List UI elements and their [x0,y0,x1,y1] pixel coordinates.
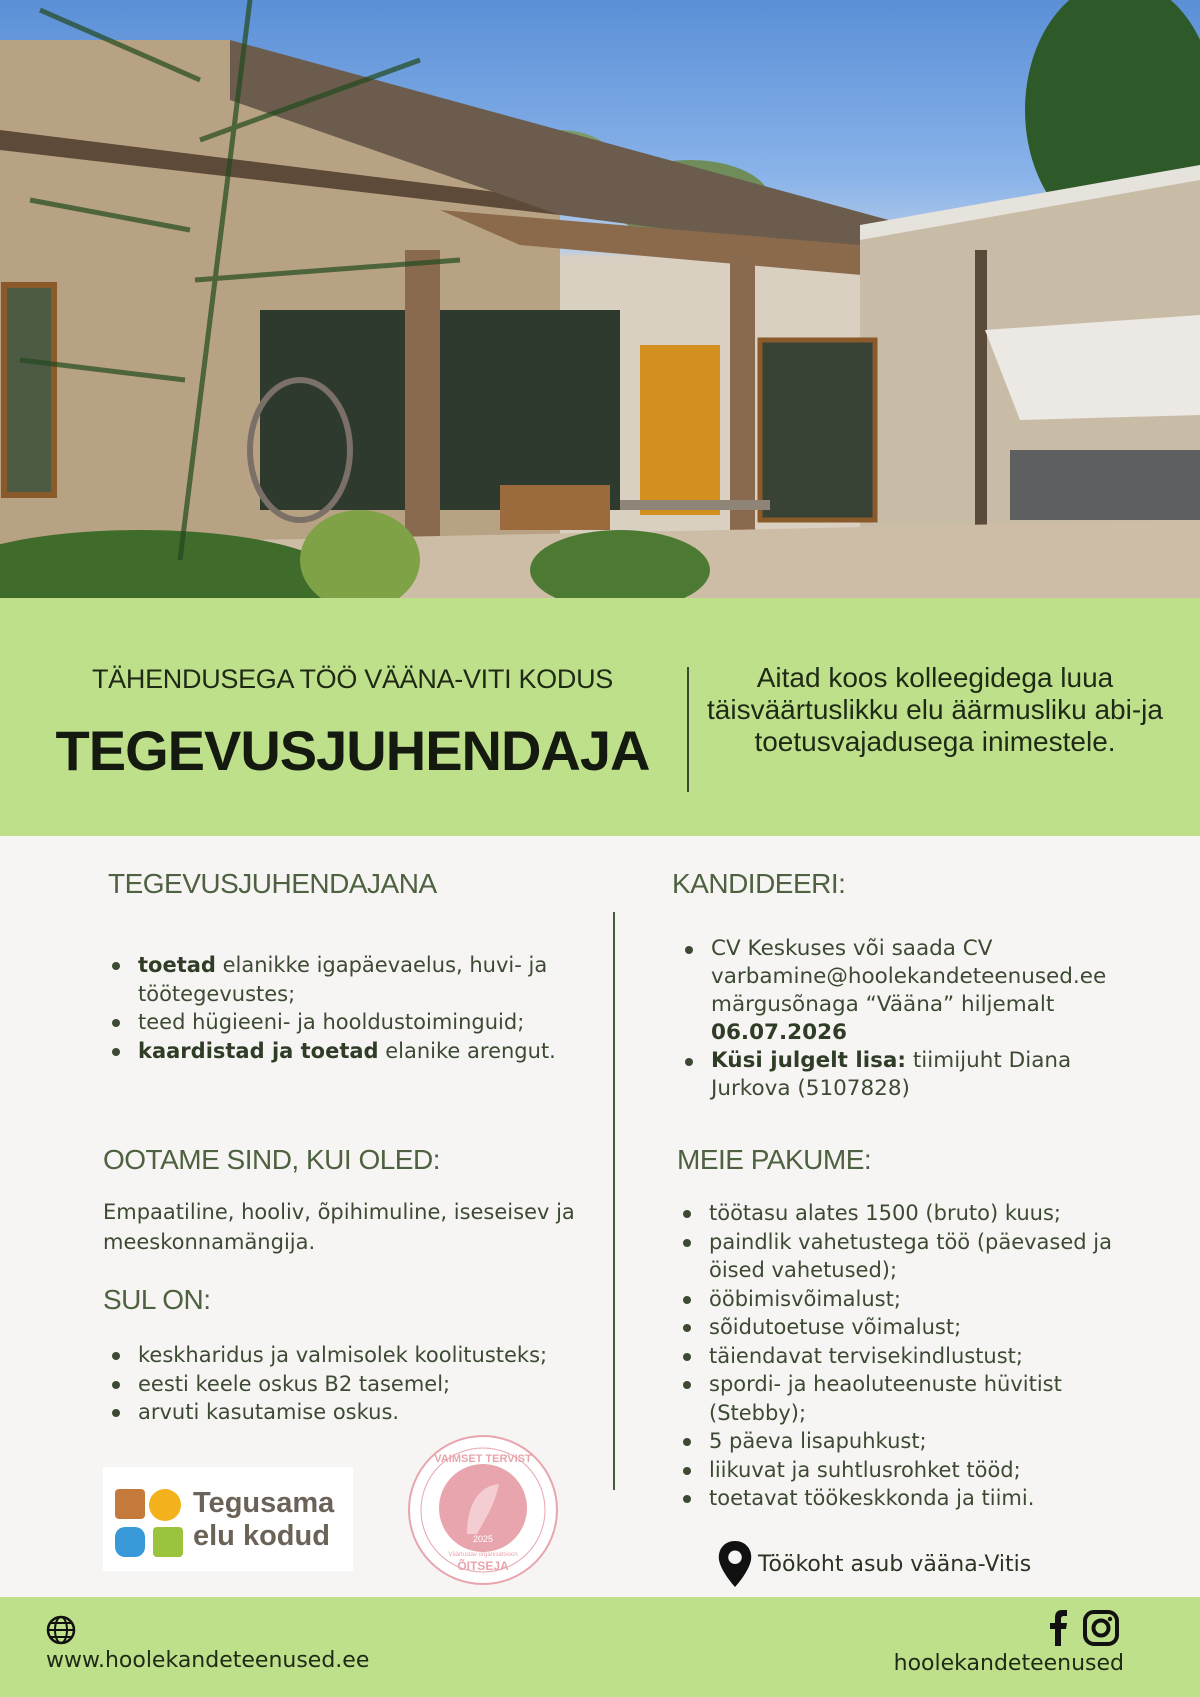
tegusama-logo [103,1467,353,1571]
list-item: 5 päeva lisapuhkust; [673,1427,1153,1456]
apply-heading: KANDIDEERI: [672,868,846,899]
expect-text: Empaatiline, hooliv, õpihimuline, iseseisev ja meeskonnamängija. [103,1200,575,1254]
tegusama-line1: Tegusama [193,1487,335,1519]
list-item: toetad elanikke igapäevaelus, huvi- ja töötegevustes; [102,951,572,1008]
offer-list [673,1199,1153,1513]
social-handle-link[interactable]: hoolekandeteenused [893,1651,1124,1676]
list-item: arvuti kasutamise oskus. [102,1398,602,1427]
facebook-icon[interactable] [1050,1610,1074,1646]
requirements-list [102,1341,602,1427]
globe-icon [46,1615,76,1645]
subtitle: TÄHENDUSEGA TÖÖ VÄÄNA-VITI KODUS [91,664,613,694]
list-item: keskharidus ja valmisolek koolitusteks; [102,1341,602,1370]
tegusama-line2: elu kodud [193,1520,330,1552]
list-item: ööbimisvõimalust; [673,1285,1153,1314]
mission-text: Aitad koos kolleegidega luua täisväärtuslikku elu äärmusliku abi-ja toetusvajadusega inimestele. [707,662,1163,757]
house-illustration [0,0,1200,598]
list-item: teed hügieeni- ja hooldustoiminguid; [102,1008,572,1037]
duties-list [102,951,572,1065]
seal-year: 2025 [472,1534,494,1544]
list-item: paindlik vahetustega töö (päevased ja öised vahetused); [673,1228,1153,1285]
list-item: täiendavat tervisekindlustust; [673,1342,1153,1371]
list-item: Küsi julgelt lisa: tiimijuht Diana Jurkova (5107828) [675,1047,1155,1103]
deadline-date: 06.07.2026 [711,1020,848,1045]
expect-heading: OOTAME SIND, KUI OLED: [103,1144,440,1175]
list-item: töötasu alates 1500 (bruto) kuus; [673,1199,1153,1228]
job-title: TEGEVUSJUHENDAJA [55,719,650,782]
column-divider [613,912,615,1490]
list-item: sõidutoetuse võimalust; [673,1313,1153,1342]
duties-heading: TEGEVUSJUHENDAJANA [108,868,437,899]
list-item: toetavat töökeskkonda ja tiimi. [673,1484,1153,1513]
offer-heading: MEIE PAKUME: [677,1144,872,1175]
footer [0,1597,1200,1697]
location-pin-icon [718,1541,752,1587]
seal-bottom-text: ÕITSEJA [457,1559,509,1573]
have-heading: SUL ON: [103,1284,211,1315]
list-item: kaardistad ja toetad elanike arengut. [102,1037,572,1066]
list-item: liikuvat ja suhtlusrohket tööd; [673,1456,1153,1485]
work-location [718,1541,1031,1587]
apply-list [675,935,1155,1103]
seal-sub-text: Väärtustav organisatsioon [448,1552,518,1558]
list-item: spordi- ja heaoluteenuste hüvitist (Stebby); [673,1370,1153,1427]
seal-top-text: VAIMSET TERVIST [434,1453,532,1465]
instagram-icon[interactable] [1083,1610,1119,1646]
website-link[interactable]: www.hoolekandeteenused.ee [46,1648,370,1673]
band-divider [687,667,689,792]
list-item: eesti keele oskus B2 tasemel; [102,1370,602,1399]
location-text: Töökoht asub vääna-Vitis [758,1551,1032,1577]
hero-photo [0,0,1200,598]
vaimset-tervist-seal [407,1434,559,1586]
tegusama-logo-mark [113,1485,193,1565]
list-item: CV Keskuses või saada CV varbamine@hoolekandeteenused.ee märgusõnaga “Vääna” hiljemalt 06.07.2026 [675,935,1155,1047]
